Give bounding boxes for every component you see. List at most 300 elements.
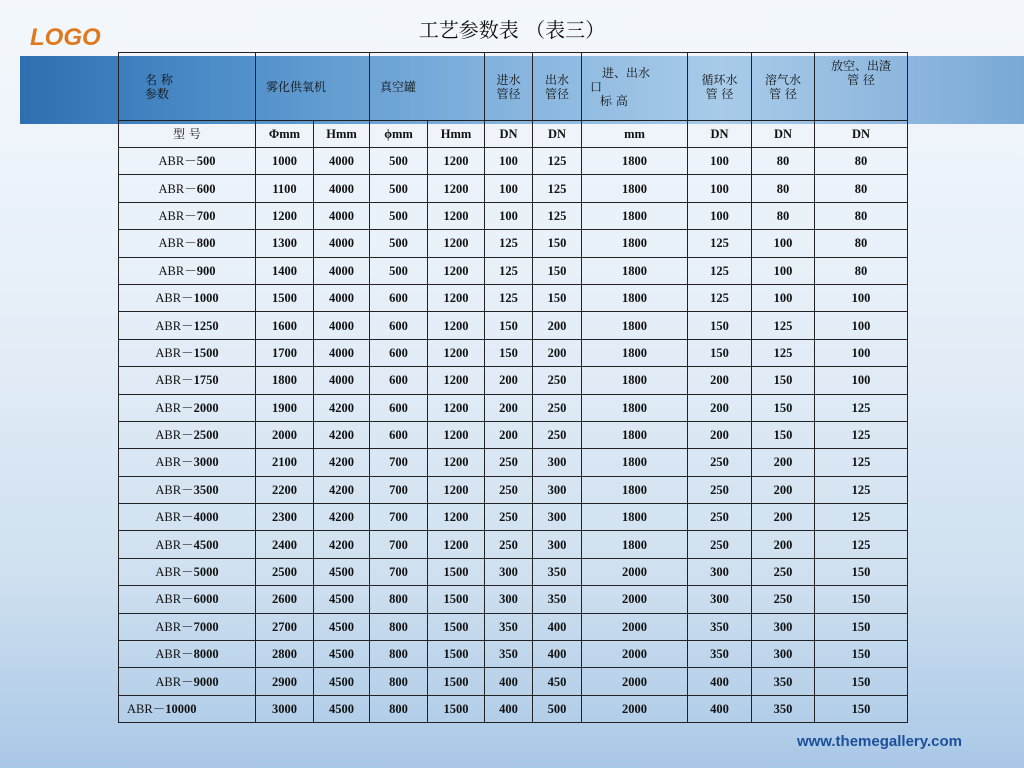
model-number: 2500 [193, 428, 219, 443]
model-prefix: ABR－ [158, 263, 197, 278]
value-cell: 125 [752, 312, 815, 339]
value-cell: 150 [533, 230, 582, 257]
table-row [119, 367, 908, 394]
unit-cell: Φmm [256, 121, 314, 148]
value-cell: 400 [688, 668, 752, 695]
table-row [119, 668, 908, 695]
header-inout-level: 进、出水 口 标 高 [582, 53, 688, 121]
table-row [119, 312, 908, 339]
value-cell: 200 [752, 449, 815, 476]
model-prefix: ABR－ [155, 318, 194, 333]
value-cell: 200 [752, 531, 815, 558]
value-cell: 1100 [256, 175, 314, 202]
value-cell: 1800 [582, 230, 688, 257]
value-cell: 100 [485, 175, 533, 202]
model-prefix: ABR－ [155, 345, 194, 360]
value-cell: 700 [370, 558, 428, 585]
model-cell [119, 202, 256, 229]
value-cell: 350 [688, 613, 752, 640]
unit-cell: DN [533, 121, 582, 148]
value-cell: 1800 [582, 367, 688, 394]
value-cell: 600 [370, 284, 428, 311]
value-cell: 100 [815, 339, 908, 366]
value-cell: 300 [688, 586, 752, 613]
value-cell: 1800 [582, 312, 688, 339]
value-cell: 800 [370, 695, 428, 722]
value-cell: 1200 [428, 312, 485, 339]
value-cell: 250 [533, 367, 582, 394]
value-cell: 300 [485, 558, 533, 585]
value-cell: 1200 [428, 449, 485, 476]
header-atomizer: 雾化供氧机 [256, 53, 370, 121]
value-cell: 500 [370, 148, 428, 175]
value-cell: 200 [533, 339, 582, 366]
value-cell: 1200 [428, 476, 485, 503]
model-prefix: ABR－ [155, 674, 194, 689]
table-row [119, 613, 908, 640]
value-cell: 4000 [314, 148, 370, 175]
value-cell: 450 [533, 668, 582, 695]
value-cell: 100 [815, 284, 908, 311]
header-vent-pipe: 放空、出渣 管 径 [815, 53, 908, 121]
header-outlet-pipe: 出水 管径 [533, 53, 582, 121]
value-cell: 1800 [582, 339, 688, 366]
value-cell: 2900 [256, 668, 314, 695]
model-number: 500 [196, 154, 216, 169]
value-cell: 300 [688, 558, 752, 585]
value-cell: 400 [533, 613, 582, 640]
value-cell: 4000 [314, 230, 370, 257]
value-cell: 1700 [256, 339, 314, 366]
value-cell: 350 [752, 668, 815, 695]
model-prefix: ABR－ [158, 154, 197, 169]
table-row [119, 175, 908, 202]
model-prefix: ABR－ [155, 592, 194, 607]
table-row [119, 449, 908, 476]
value-cell: 350 [533, 558, 582, 585]
value-cell: 1200 [428, 367, 485, 394]
table-row [119, 504, 908, 531]
value-cell: 80 [752, 175, 815, 202]
parameter-table [118, 52, 908, 723]
value-cell: 125 [752, 339, 815, 366]
value-cell: 200 [533, 312, 582, 339]
value-cell: 1600 [256, 312, 314, 339]
value-cell: 150 [752, 421, 815, 448]
value-cell: 80 [752, 148, 815, 175]
model-number: 600 [196, 181, 216, 196]
value-cell: 700 [370, 449, 428, 476]
value-cell: 250 [752, 558, 815, 585]
value-cell: 125 [688, 257, 752, 284]
value-cell: 1200 [428, 421, 485, 448]
value-cell: 200 [752, 476, 815, 503]
model-cell [119, 695, 256, 722]
value-cell: 150 [815, 613, 908, 640]
value-cell: 4200 [314, 394, 370, 421]
value-cell: 500 [370, 175, 428, 202]
value-cell: 150 [815, 641, 908, 668]
value-cell: 125 [815, 504, 908, 531]
model-number: 5000 [193, 565, 219, 580]
value-cell: 1500 [428, 695, 485, 722]
value-cell: 350 [688, 641, 752, 668]
value-cell: 2800 [256, 641, 314, 668]
value-cell: 2000 [582, 641, 688, 668]
model-prefix: ABR－ [155, 428, 194, 443]
value-cell: 150 [815, 558, 908, 585]
value-cell: 1500 [256, 284, 314, 311]
model-number: 10000 [165, 702, 197, 716]
table-row [119, 257, 908, 284]
model-cell [119, 339, 256, 366]
value-cell: 1200 [428, 339, 485, 366]
table-row [119, 339, 908, 366]
value-cell: 300 [752, 613, 815, 640]
value-cell: 300 [533, 449, 582, 476]
value-cell: 4500 [314, 558, 370, 585]
value-cell: 1800 [582, 284, 688, 311]
value-cell: 2000 [256, 421, 314, 448]
model-prefix: ABR－ [155, 291, 194, 306]
model-cell [119, 367, 256, 394]
value-cell: 100 [752, 230, 815, 257]
model-number: 7000 [193, 619, 219, 634]
value-cell: 1200 [428, 230, 485, 257]
value-cell: 150 [485, 312, 533, 339]
value-cell: 125 [533, 148, 582, 175]
value-cell: 400 [485, 695, 533, 722]
value-cell: 1500 [428, 613, 485, 640]
value-cell: 250 [533, 394, 582, 421]
value-cell: 1200 [428, 531, 485, 558]
value-cell: 1200 [428, 284, 485, 311]
model-cell [119, 613, 256, 640]
value-cell: 150 [533, 257, 582, 284]
value-cell: 150 [752, 394, 815, 421]
table-row [119, 558, 908, 585]
model-number: 800 [196, 236, 216, 251]
model-number: 3000 [193, 455, 219, 470]
model-prefix: ABR－ [155, 455, 194, 470]
value-cell: 1800 [582, 148, 688, 175]
value-cell: 1200 [428, 257, 485, 284]
value-cell: 350 [485, 613, 533, 640]
value-cell: 4500 [314, 641, 370, 668]
value-cell: 700 [370, 531, 428, 558]
value-cell: 350 [485, 641, 533, 668]
value-cell: 4000 [314, 175, 370, 202]
value-cell: 300 [533, 504, 582, 531]
model-cell [119, 312, 256, 339]
unit-cell: Hmm [428, 121, 485, 148]
value-cell: 125 [815, 421, 908, 448]
value-cell: 1500 [428, 641, 485, 668]
value-cell: 2000 [582, 695, 688, 722]
value-cell: 150 [815, 668, 908, 695]
value-cell: 800 [370, 613, 428, 640]
model-number: 4500 [193, 537, 219, 552]
unit-cell: ϕmm [370, 121, 428, 148]
value-cell: 1800 [582, 175, 688, 202]
value-cell: 250 [752, 586, 815, 613]
model-prefix: ABR－ [127, 702, 166, 716]
value-cell: 4000 [314, 339, 370, 366]
value-cell: 100 [688, 148, 752, 175]
value-cell: 250 [688, 504, 752, 531]
value-cell: 3000 [256, 695, 314, 722]
value-cell: 2600 [256, 586, 314, 613]
value-cell: 300 [533, 476, 582, 503]
model-number: 1500 [193, 345, 219, 360]
value-cell: 4000 [314, 257, 370, 284]
header-inlet-pipe: 进水 管径 [485, 53, 533, 121]
value-cell: 1200 [428, 175, 485, 202]
value-cell: 300 [485, 586, 533, 613]
value-cell: 80 [815, 230, 908, 257]
model-number: 1000 [193, 291, 219, 306]
value-cell: 1000 [256, 148, 314, 175]
value-cell: 125 [485, 230, 533, 257]
value-cell: 1800 [256, 367, 314, 394]
unit-cell: DN [485, 121, 533, 148]
value-cell: 250 [485, 476, 533, 503]
value-cell: 1500 [428, 668, 485, 695]
value-cell: 150 [688, 339, 752, 366]
value-cell: 2400 [256, 531, 314, 558]
table-body [119, 148, 908, 723]
value-cell: 500 [533, 695, 582, 722]
model-prefix: ABR－ [155, 482, 194, 497]
value-cell: 100 [752, 257, 815, 284]
value-cell: 250 [533, 421, 582, 448]
value-cell: 250 [485, 531, 533, 558]
table-row [119, 284, 908, 311]
value-cell: 125 [815, 531, 908, 558]
value-cell: 600 [370, 339, 428, 366]
model-cell [119, 558, 256, 585]
value-cell: 150 [485, 339, 533, 366]
model-prefix: ABR－ [158, 181, 197, 196]
value-cell: 1900 [256, 394, 314, 421]
value-cell: 1200 [428, 202, 485, 229]
value-cell: 100 [688, 202, 752, 229]
table-row [119, 641, 908, 668]
model-prefix: ABR－ [155, 510, 194, 525]
value-cell: 500 [370, 257, 428, 284]
value-cell: 700 [370, 504, 428, 531]
value-cell: 1800 [582, 449, 688, 476]
value-cell: 1300 [256, 230, 314, 257]
model-prefix: ABR－ [155, 373, 194, 388]
value-cell: 4000 [314, 312, 370, 339]
model-cell [119, 531, 256, 558]
value-cell: 400 [485, 668, 533, 695]
model-cell [119, 175, 256, 202]
header-vacuum-tank: 真空罐 [370, 53, 485, 121]
value-cell: 125 [533, 175, 582, 202]
value-cell: 250 [485, 449, 533, 476]
model-prefix: ABR－ [155, 619, 194, 634]
value-cell: 4500 [314, 695, 370, 722]
value-cell: 4200 [314, 476, 370, 503]
model-cell [119, 504, 256, 531]
value-cell: 4200 [314, 421, 370, 448]
value-cell: 600 [370, 421, 428, 448]
table-row [119, 421, 908, 448]
model-number: 9000 [193, 674, 219, 689]
model-number: 6000 [193, 592, 219, 607]
model-cell [119, 421, 256, 448]
value-cell: 600 [370, 312, 428, 339]
value-cell: 125 [815, 476, 908, 503]
table-row [119, 695, 908, 722]
table-header-row [119, 53, 908, 121]
value-cell: 800 [370, 668, 428, 695]
value-cell: 2200 [256, 476, 314, 503]
value-cell: 300 [533, 531, 582, 558]
header-name-param: 名 称 参数 [119, 53, 256, 121]
value-cell: 4200 [314, 449, 370, 476]
model-prefix: ABR－ [155, 647, 194, 662]
model-prefix: ABR－ [155, 400, 194, 415]
value-cell: 300 [752, 641, 815, 668]
value-cell: 2300 [256, 504, 314, 531]
unit-cell: DN [688, 121, 752, 148]
value-cell: 80 [815, 148, 908, 175]
value-cell: 125 [815, 449, 908, 476]
value-cell: 250 [485, 504, 533, 531]
value-cell: 800 [370, 641, 428, 668]
model-cell [119, 257, 256, 284]
value-cell: 1200 [428, 394, 485, 421]
value-cell: 200 [485, 421, 533, 448]
value-cell: 800 [370, 586, 428, 613]
value-cell: 2000 [582, 586, 688, 613]
value-cell: 80 [815, 257, 908, 284]
table-row [119, 586, 908, 613]
table-row [119, 202, 908, 229]
value-cell: 80 [752, 202, 815, 229]
value-cell: 2700 [256, 613, 314, 640]
value-cell: 1400 [256, 257, 314, 284]
logo: LOGO [30, 24, 101, 51]
footer-url: www.themegallery.com [796, 733, 962, 750]
value-cell: 200 [688, 394, 752, 421]
value-cell: 500 [370, 202, 428, 229]
value-cell: 125 [815, 394, 908, 421]
table-row [119, 531, 908, 558]
value-cell: 100 [815, 367, 908, 394]
value-cell: 700 [370, 476, 428, 503]
model-cell [119, 668, 256, 695]
model-prefix: ABR－ [158, 236, 197, 251]
value-cell: 500 [370, 230, 428, 257]
value-cell: 1800 [582, 421, 688, 448]
table-row [119, 230, 908, 257]
value-cell: 1800 [582, 476, 688, 503]
header-do-pipe: 溶气水 管 径 [752, 53, 815, 121]
value-cell: 80 [815, 175, 908, 202]
value-cell: 1800 [582, 202, 688, 229]
value-cell: 1500 [428, 586, 485, 613]
value-cell: 250 [688, 476, 752, 503]
value-cell: 1800 [582, 394, 688, 421]
value-cell: 4000 [314, 367, 370, 394]
model-cell [119, 641, 256, 668]
unit-cell: 型 号 [119, 121, 256, 148]
value-cell: 600 [370, 367, 428, 394]
model-cell [119, 230, 256, 257]
value-cell: 250 [688, 449, 752, 476]
value-cell: 100 [688, 175, 752, 202]
model-cell [119, 284, 256, 311]
model-cell [119, 449, 256, 476]
value-cell: 100 [815, 312, 908, 339]
value-cell: 350 [752, 695, 815, 722]
model-cell [119, 586, 256, 613]
model-cell [119, 394, 256, 421]
value-cell: 350 [533, 586, 582, 613]
value-cell: 150 [533, 284, 582, 311]
table-row [119, 476, 908, 503]
value-cell: 125 [485, 257, 533, 284]
model-number: 4000 [193, 510, 219, 525]
value-cell: 400 [688, 695, 752, 722]
value-cell: 200 [688, 421, 752, 448]
model-number: 1250 [193, 318, 219, 333]
value-cell: 150 [752, 367, 815, 394]
model-cell [119, 148, 256, 175]
value-cell: 2000 [582, 613, 688, 640]
value-cell: 200 [485, 367, 533, 394]
value-cell: 4000 [314, 284, 370, 311]
unit-cell: mm [582, 121, 688, 148]
value-cell: 2000 [582, 668, 688, 695]
value-cell: 1500 [428, 558, 485, 585]
header-circ-pipe: 循环水 管 径 [688, 53, 752, 121]
value-cell: 125 [688, 284, 752, 311]
table-row [119, 148, 908, 175]
value-cell: 4500 [314, 586, 370, 613]
value-cell: 200 [688, 367, 752, 394]
value-cell: 100 [485, 202, 533, 229]
model-prefix: ABR－ [155, 565, 194, 580]
model-number: 3500 [193, 482, 219, 497]
value-cell: 200 [752, 504, 815, 531]
model-prefix: ABR－ [158, 208, 197, 223]
model-prefix: ABR－ [155, 537, 194, 552]
unit-cell: DN [752, 121, 815, 148]
value-cell: 80 [815, 202, 908, 229]
value-cell: 4000 [314, 202, 370, 229]
model-number: 900 [196, 263, 216, 278]
value-cell: 125 [688, 230, 752, 257]
value-cell: 2000 [582, 558, 688, 585]
table-row [119, 394, 908, 421]
value-cell: 1800 [582, 531, 688, 558]
value-cell: 1800 [582, 257, 688, 284]
value-cell: 1200 [256, 202, 314, 229]
value-cell: 4200 [314, 504, 370, 531]
value-cell: 4200 [314, 531, 370, 558]
unit-cell: DN [815, 121, 908, 148]
model-number: 8000 [193, 647, 219, 662]
value-cell: 125 [485, 284, 533, 311]
value-cell: 4500 [314, 613, 370, 640]
value-cell: 250 [688, 531, 752, 558]
value-cell: 200 [485, 394, 533, 421]
